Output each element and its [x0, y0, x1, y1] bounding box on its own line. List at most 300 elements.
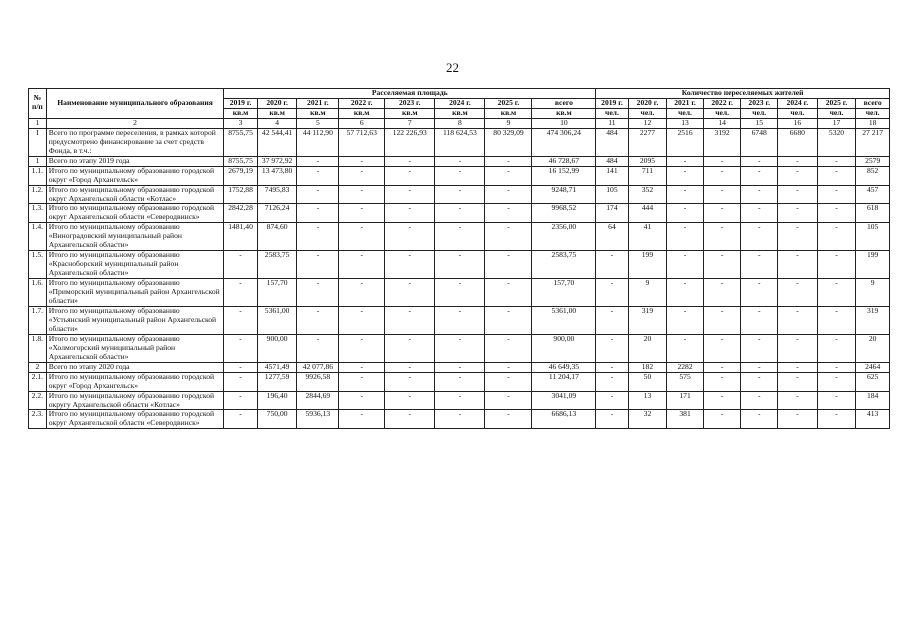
area-value: 157,70 — [257, 279, 297, 307]
people-value: - — [703, 306, 741, 334]
row-number: 2.2. — [29, 391, 47, 410]
area-value: - — [339, 391, 385, 410]
people-value: - — [777, 185, 817, 204]
people-value: 13 — [628, 391, 667, 410]
people-value: 5320 — [817, 128, 856, 156]
area-value: - — [435, 204, 485, 223]
people-value: 852 — [856, 166, 890, 185]
num-header: № п/п — [29, 89, 47, 119]
people-value: 484 — [596, 128, 628, 156]
area-value: 196,40 — [257, 391, 297, 410]
area-value: - — [385, 306, 435, 334]
people-value: - — [741, 156, 778, 166]
area-year-header: всего — [532, 98, 596, 108]
people-value: 9 — [856, 279, 890, 307]
people-value: - — [777, 410, 817, 429]
area-value: 42 077,86 — [297, 362, 339, 372]
area-year-header: 2022 г. — [339, 98, 385, 108]
people-value: 484 — [596, 156, 628, 166]
row-number: 1.5. — [29, 251, 47, 279]
people-value: 32 — [628, 410, 667, 429]
people-value: - — [777, 362, 817, 372]
row-name: Итого по муниципальному образованию городской округ Архангельской области «Северодвинск» — [46, 410, 224, 429]
table-row — [29, 334, 890, 362]
people-value: 2095 — [628, 156, 667, 166]
people-unit-header: чел. — [856, 108, 890, 118]
area-unit-header: кв.м — [485, 108, 532, 118]
area-value: - — [485, 410, 532, 429]
area-value: 37 972,92 — [257, 156, 297, 166]
people-value: 2282 — [667, 362, 704, 372]
area-value: - — [224, 391, 257, 410]
row-number: 1.8. — [29, 334, 47, 362]
people-value: 444 — [628, 204, 667, 223]
area-value: 7495,83 — [257, 185, 297, 204]
people-unit-header: чел. — [703, 108, 741, 118]
area-value: 46 649,35 — [532, 362, 596, 372]
people-value: - — [741, 166, 778, 185]
area-value: - — [485, 251, 532, 279]
column-number: 17 — [817, 118, 856, 128]
row-number: 1.3. — [29, 204, 47, 223]
people-unit-header: чел. — [741, 108, 778, 118]
people-value: 6680 — [777, 128, 817, 156]
people-value: 3192 — [703, 128, 741, 156]
people-value: 625 — [856, 372, 890, 391]
area-value: 2842,28 — [224, 204, 257, 223]
area-value: - — [297, 166, 339, 185]
people-value: - — [667, 334, 704, 362]
area-value: 6686,13 — [532, 410, 596, 429]
page-number: 22 — [446, 60, 459, 75]
people-unit-header: чел. — [817, 108, 856, 118]
area-value: - — [339, 279, 385, 307]
area-value: 46 728,67 — [532, 156, 596, 166]
people-year-header: 2021 г. — [667, 98, 704, 108]
area-value: - — [297, 223, 339, 251]
people-unit-header: чел. — [596, 108, 628, 118]
table-row — [29, 204, 890, 223]
people-value: - — [703, 204, 741, 223]
people-unit-header: чел. — [667, 108, 704, 118]
area-value: 16 152,99 — [532, 166, 596, 185]
people-value: 182 — [628, 362, 667, 372]
column-number: 13 — [667, 118, 704, 128]
people-value: - — [667, 166, 704, 185]
people-value: 184 — [856, 391, 890, 410]
area-value: 750,00 — [257, 410, 297, 429]
area-value: 2679,19 — [224, 166, 257, 185]
people-value: - — [596, 372, 628, 391]
people-value: - — [596, 306, 628, 334]
row-name: Итого по муниципальному образованию городской округу Архангельской области «Котлас» — [46, 391, 224, 410]
area-value: - — [224, 410, 257, 429]
column-number: 16 — [777, 118, 817, 128]
area-value: - — [224, 362, 257, 372]
area-value: 11 204,17 — [532, 372, 596, 391]
people-value: - — [667, 223, 704, 251]
people-value: - — [777, 156, 817, 166]
row-name: Итого по муниципальному образованию «Красноборский муниципальный район Архангельской области» — [46, 251, 224, 279]
area-value: 2583,75 — [257, 251, 297, 279]
area-value: 4571,49 — [257, 362, 297, 372]
people-year-header: 2020 г. — [628, 98, 667, 108]
people-value: - — [703, 362, 741, 372]
people-value: 199 — [856, 251, 890, 279]
area-year-header: 2025 г. — [485, 98, 532, 108]
column-number: 5 — [297, 118, 339, 128]
people-value: - — [596, 410, 628, 429]
area-value: - — [485, 223, 532, 251]
area-value: - — [485, 156, 532, 166]
people-value: - — [777, 279, 817, 307]
people-value: - — [817, 279, 856, 307]
people-value: 20 — [856, 334, 890, 362]
people-year-header: 2019 г. — [596, 98, 628, 108]
people-value: - — [703, 279, 741, 307]
people-value: - — [817, 306, 856, 334]
row-name: Всего по этапу 2020 года — [46, 362, 224, 372]
area-value: - — [485, 306, 532, 334]
people-value: - — [703, 156, 741, 166]
column-number: 6 — [339, 118, 385, 128]
column-number: 12 — [628, 118, 667, 128]
area-value: - — [297, 279, 339, 307]
row-name: Итого по муниципальному образованию городской округ Архангельской области «Котлас» — [46, 185, 224, 204]
area-value: 2844,69 — [297, 391, 339, 410]
area-value: 900,00 — [257, 334, 297, 362]
area-value: - — [435, 185, 485, 204]
area-value: - — [385, 204, 435, 223]
people-value: - — [817, 334, 856, 362]
area-value: 157,70 — [532, 279, 596, 307]
area-year-header: 2019 г. — [224, 98, 257, 108]
people-value: - — [703, 410, 741, 429]
people-value: 27 217 — [856, 128, 890, 156]
people-value: - — [667, 204, 704, 223]
people-unit-header: чел. — [777, 108, 817, 118]
area-value: 5936,13 — [297, 410, 339, 429]
area-value: - — [385, 391, 435, 410]
area-value: - — [339, 410, 385, 429]
people-value: - — [741, 372, 778, 391]
people-value: 2516 — [667, 128, 704, 156]
row-name: Итого по муниципальному образованию «Приморский муниципальный район Архангельской области» — [46, 279, 224, 307]
table-row — [29, 185, 890, 204]
people-value: - — [741, 223, 778, 251]
area-value: - — [385, 251, 435, 279]
people-value: - — [817, 204, 856, 223]
row-number: 2.3. — [29, 410, 47, 429]
area-value: - — [485, 166, 532, 185]
people-value: - — [741, 410, 778, 429]
table-row — [29, 279, 890, 307]
row-name: Всего по программе переселения, в рамках которой предусмотрено финансирование за счет средств Фонда, в т.ч.: — [46, 128, 224, 156]
area-value: - — [339, 372, 385, 391]
area-unit-header: кв.м — [385, 108, 435, 118]
area-value: 9968,52 — [532, 204, 596, 223]
area-value: - — [224, 372, 257, 391]
people-value: 174 — [596, 204, 628, 223]
people-value: - — [817, 156, 856, 166]
people-value: - — [703, 334, 741, 362]
people-value: 6748 — [741, 128, 778, 156]
area-value: - — [297, 251, 339, 279]
people-year-header: 2025 г. — [817, 98, 856, 108]
area-value: - — [485, 372, 532, 391]
area-value: - — [297, 185, 339, 204]
area-value: 122 226,93 — [385, 128, 435, 156]
area-value: - — [339, 306, 385, 334]
people-value: 319 — [628, 306, 667, 334]
area-value: - — [339, 223, 385, 251]
people-value: - — [596, 391, 628, 410]
row-number: 1.4. — [29, 223, 47, 251]
row-number: 2 — [29, 362, 47, 372]
people-value: - — [777, 204, 817, 223]
resettlement-table — [28, 88, 890, 429]
area-value: 5361,00 — [532, 306, 596, 334]
people-value: 9 — [628, 279, 667, 307]
area-value: - — [385, 156, 435, 166]
people-value: - — [817, 391, 856, 410]
people-year-header: 2024 г. — [777, 98, 817, 108]
area-value: - — [435, 334, 485, 362]
area-value: 118 624,53 — [435, 128, 485, 156]
row-number: 1.6. — [29, 279, 47, 307]
area-value: 3041,09 — [532, 391, 596, 410]
people-value: 457 — [856, 185, 890, 204]
table-row — [29, 251, 890, 279]
column-number: 3 — [224, 118, 257, 128]
people-value: - — [667, 156, 704, 166]
area-value: 2356,00 — [532, 223, 596, 251]
people-year-header: 2023 г. — [741, 98, 778, 108]
row-name: Итого по муниципальному образованию «Холмогорский муниципальный район Архангельской области» — [46, 334, 224, 362]
people-value: - — [596, 251, 628, 279]
people-value: - — [777, 334, 817, 362]
column-number: 15 — [741, 118, 778, 128]
area-value: - — [435, 279, 485, 307]
row-number: 1 — [29, 156, 47, 166]
area-value: 7126,24 — [257, 204, 297, 223]
area-value: - — [485, 362, 532, 372]
area-value: - — [485, 391, 532, 410]
people-value: - — [741, 334, 778, 362]
area-value: 2583,75 — [532, 251, 596, 279]
people-value: 618 — [856, 204, 890, 223]
row-number: 2.1. — [29, 372, 47, 391]
column-number: 7 — [385, 118, 435, 128]
table-row — [29, 306, 890, 334]
row-name: Итого по муниципальному образованию «Виноградовский муниципальный район Архангельской области» — [46, 223, 224, 251]
area-value: - — [435, 156, 485, 166]
column-number: 8 — [435, 118, 485, 128]
name-header: Наименование муниципального образования — [46, 89, 224, 119]
area-year-header: 2024 г. — [435, 98, 485, 108]
area-value: 1481,40 — [224, 223, 257, 251]
people-value: 2464 — [856, 362, 890, 372]
row-name: Итого по муниципальному образованию городской округ «Город Архангельск» — [46, 166, 224, 185]
column-numbers-row — [29, 118, 890, 128]
area-value: 44 112,90 — [297, 128, 339, 156]
people-value: - — [817, 372, 856, 391]
people-value: - — [777, 306, 817, 334]
area-value: - — [224, 306, 257, 334]
area-value: 1752,88 — [224, 185, 257, 204]
area-unit-header: кв.м — [257, 108, 297, 118]
area-value: - — [297, 204, 339, 223]
area-value: 874,60 — [257, 223, 297, 251]
people-value: - — [777, 251, 817, 279]
area-value: - — [385, 334, 435, 362]
area-value: 474 306,24 — [532, 128, 596, 156]
people-value: - — [703, 166, 741, 185]
table-row — [29, 362, 890, 372]
people-value: 319 — [856, 306, 890, 334]
area-value: 57 712,63 — [339, 128, 385, 156]
area-value: - — [435, 372, 485, 391]
table-row — [29, 372, 890, 391]
area-value: - — [385, 372, 435, 391]
people-value: 2277 — [628, 128, 667, 156]
people-value: - — [741, 251, 778, 279]
area-value: - — [297, 306, 339, 334]
column-number: 10 — [532, 118, 596, 128]
row-number: I — [29, 128, 47, 156]
row-name: Итого по муниципальному образованию «Устьянский муниципальный район Архангельской области» — [46, 306, 224, 334]
people-value: - — [817, 410, 856, 429]
area-value: 5361,00 — [257, 306, 297, 334]
people-value: - — [817, 166, 856, 185]
people-value: - — [667, 251, 704, 279]
people-value: - — [741, 185, 778, 204]
people-value: - — [741, 306, 778, 334]
area-value: - — [435, 362, 485, 372]
table-row — [29, 128, 890, 156]
area-value: 9926,58 — [297, 372, 339, 391]
people-value: - — [703, 223, 741, 251]
people-unit-header: чел. — [628, 108, 667, 118]
table-row — [29, 391, 890, 410]
area-value: - — [224, 279, 257, 307]
area-value: 900,00 — [532, 334, 596, 362]
area-value: - — [339, 204, 385, 223]
area-unit-header: кв.м — [532, 108, 596, 118]
area-value: - — [435, 251, 485, 279]
people-value: - — [741, 362, 778, 372]
area-value: - — [485, 334, 532, 362]
area-value: - — [435, 166, 485, 185]
area-value: 42 544,41 — [257, 128, 297, 156]
table-body — [29, 118, 890, 429]
people-value: - — [741, 391, 778, 410]
area-value: - — [339, 251, 385, 279]
people-year-header: всего — [856, 98, 890, 108]
people-value: 381 — [667, 410, 704, 429]
area-value: - — [385, 166, 435, 185]
people-value: 141 — [596, 166, 628, 185]
people-value: 413 — [856, 410, 890, 429]
row-number: 1.7. — [29, 306, 47, 334]
area-value: - — [385, 279, 435, 307]
people-value: 105 — [856, 223, 890, 251]
people-value: 50 — [628, 372, 667, 391]
area-value: - — [224, 334, 257, 362]
row-name: Итого по муниципальному образованию городской округ «Город Архангельск» — [46, 372, 224, 391]
column-number: 1 — [29, 118, 47, 128]
people-value: - — [777, 391, 817, 410]
area-value: - — [385, 410, 435, 429]
column-number: 4 — [257, 118, 297, 128]
area-unit-header: кв.м — [297, 108, 339, 118]
people-value: - — [596, 334, 628, 362]
row-name: Всего по этапу 2019 года — [46, 156, 224, 166]
people-value: - — [667, 185, 704, 204]
people-value: - — [667, 279, 704, 307]
area-value: - — [385, 362, 435, 372]
column-number: 14 — [703, 118, 741, 128]
area-group-header: Расселяемая площадь — [224, 89, 596, 99]
people-value: 41 — [628, 223, 667, 251]
column-number: 11 — [596, 118, 628, 128]
people-value: - — [817, 362, 856, 372]
people-value: - — [596, 279, 628, 307]
area-value: - — [339, 362, 385, 372]
area-value: - — [435, 306, 485, 334]
area-value: 9248,71 — [532, 185, 596, 204]
column-number: 2 — [46, 118, 224, 128]
people-value: - — [817, 185, 856, 204]
table-row — [29, 166, 890, 185]
people-value: 64 — [596, 223, 628, 251]
area-value: - — [224, 251, 257, 279]
people-value: - — [703, 185, 741, 204]
people-value: 2579 — [856, 156, 890, 166]
area-unit-header: кв.м — [435, 108, 485, 118]
people-value: - — [741, 279, 778, 307]
people-year-header: 2022 г. — [703, 98, 741, 108]
people-value: - — [667, 306, 704, 334]
table-header — [29, 89, 890, 119]
area-value: - — [435, 391, 485, 410]
area-value: - — [385, 223, 435, 251]
area-value: - — [339, 334, 385, 362]
area-value: - — [435, 410, 485, 429]
area-value: - — [297, 156, 339, 166]
row-number: 1.1. — [29, 166, 47, 185]
people-value: - — [741, 204, 778, 223]
area-value: - — [339, 166, 385, 185]
area-year-header: 2023 г. — [385, 98, 435, 108]
people-value: 171 — [667, 391, 704, 410]
area-value: - — [485, 204, 532, 223]
table-row — [29, 156, 890, 166]
people-value: - — [817, 251, 856, 279]
area-unit-header: кв.м — [224, 108, 257, 118]
people-value: 105 — [596, 185, 628, 204]
people-value: - — [777, 166, 817, 185]
people-value: - — [703, 251, 741, 279]
people-value: - — [777, 372, 817, 391]
area-value: - — [339, 156, 385, 166]
people-value: - — [703, 372, 741, 391]
people-value: - — [596, 362, 628, 372]
area-value: - — [297, 334, 339, 362]
people-value: 711 — [628, 166, 667, 185]
area-value: - — [485, 279, 532, 307]
area-unit-header: кв.м — [339, 108, 385, 118]
